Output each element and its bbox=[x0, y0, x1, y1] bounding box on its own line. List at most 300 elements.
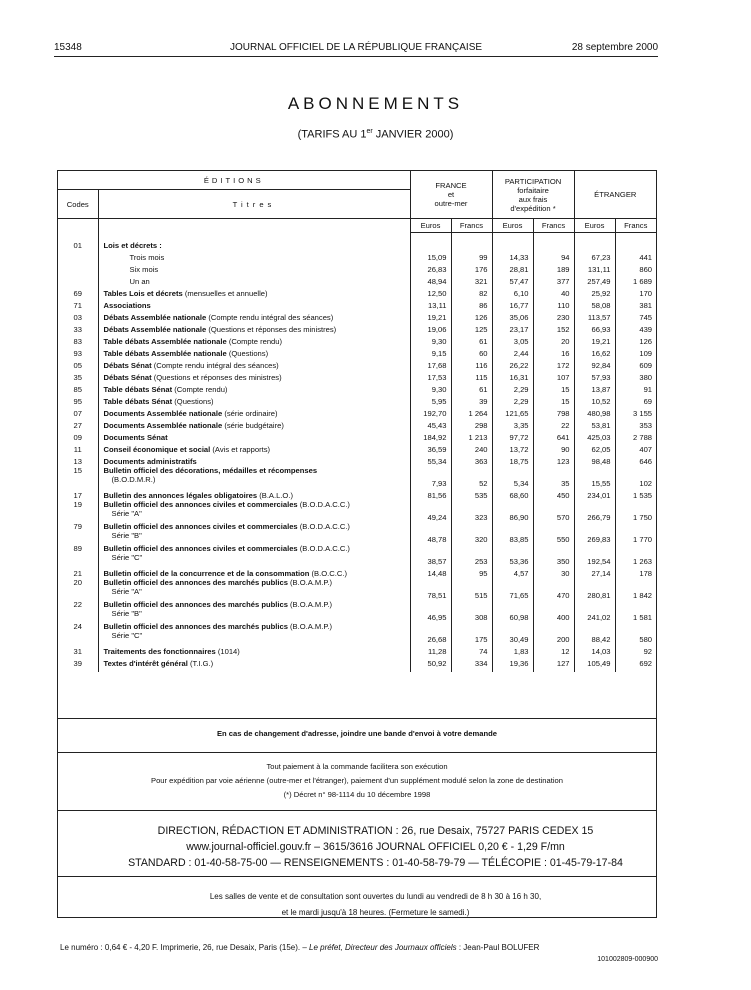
row-value: 5,95 bbox=[410, 394, 451, 406]
table-row bbox=[58, 488, 656, 500]
row-value: 121,65 bbox=[492, 406, 533, 418]
row-title bbox=[98, 430, 410, 442]
table-row bbox=[58, 238, 656, 250]
filler-cell bbox=[574, 668, 615, 672]
row-value: 26,83 bbox=[410, 262, 451, 274]
row-value: 323 bbox=[451, 500, 492, 522]
row-value: 126 bbox=[615, 334, 656, 346]
row-title-line bbox=[104, 385, 410, 394]
row-code: 03 bbox=[73, 312, 82, 322]
row-title-rest: (Questions) bbox=[226, 348, 269, 358]
row-title-bold: Débats Assemblée nationale bbox=[103, 312, 207, 322]
row-value: 241,02 bbox=[574, 600, 615, 622]
row-value: 105,49 bbox=[574, 656, 615, 668]
row-value: 110 bbox=[533, 298, 574, 310]
row-value: 91 bbox=[615, 382, 656, 394]
table-row bbox=[58, 622, 656, 644]
row-title-bold: Documents Assemblée nationale bbox=[103, 420, 223, 430]
row-title bbox=[98, 406, 410, 418]
participation-line: PARTICIPATION bbox=[504, 176, 562, 186]
row-title-line2: Série "C" bbox=[111, 630, 143, 640]
payment-notice: Tout paiement à la commande facilitera son exécution bbox=[266, 762, 448, 771]
row-value: 26,68 bbox=[410, 622, 451, 644]
row-value: 30,49 bbox=[492, 622, 533, 644]
row-value: 102 bbox=[615, 466, 656, 488]
row-value: 646 bbox=[615, 454, 656, 466]
row-code: 19 bbox=[73, 499, 82, 509]
row-value: 692 bbox=[615, 656, 656, 668]
row-code: 09 bbox=[73, 432, 82, 442]
row-value: 450 bbox=[533, 488, 574, 500]
row-title-rest: (B.O.A.M.P.) bbox=[287, 599, 333, 609]
direction-address: DIRECTION, RÉDACTION ET ADMINISTRATION : 26, rue Desaix, 75727 PARIS CEDEX 15 bbox=[157, 825, 594, 837]
currency-header: Francs bbox=[615, 219, 656, 233]
row-value: 1 750 bbox=[615, 500, 656, 522]
row-value: 18,75 bbox=[492, 454, 533, 466]
row-value: 16,77 bbox=[492, 298, 533, 310]
row-value: 86 bbox=[451, 298, 492, 310]
salles-rule bbox=[58, 876, 656, 877]
table-row bbox=[58, 298, 656, 310]
table-row bbox=[58, 262, 656, 274]
row-title bbox=[98, 644, 410, 656]
row-value: 425,03 bbox=[574, 430, 615, 442]
row-value: 74 bbox=[451, 644, 492, 656]
row-title bbox=[98, 500, 410, 522]
row-value: 83,85 bbox=[492, 522, 533, 544]
row-value: 26,22 bbox=[492, 358, 533, 370]
row-code: 27 bbox=[73, 420, 82, 430]
row-value: 1 770 bbox=[615, 522, 656, 544]
row-title-bold: Débats Sénat bbox=[103, 372, 152, 382]
currency-header: Euros bbox=[410, 219, 451, 233]
table-row bbox=[58, 358, 656, 370]
row-value: 535 bbox=[451, 488, 492, 500]
row-code: 35 bbox=[73, 372, 82, 382]
row-value: 381 bbox=[615, 298, 656, 310]
row-value: 350 bbox=[533, 544, 574, 566]
row-value: 14,33 bbox=[492, 250, 533, 262]
table-row bbox=[58, 442, 656, 454]
row-value: 52 bbox=[451, 466, 492, 488]
row-value: 609 bbox=[615, 358, 656, 370]
row-code: 07 bbox=[73, 408, 82, 418]
row-value: 17,53 bbox=[410, 370, 451, 382]
row-value bbox=[533, 238, 574, 250]
change-address-notice: En cas de changement d'adresse, joindre une bande d'envoi à votre demande bbox=[216, 729, 498, 738]
row-value: 19,06 bbox=[410, 322, 451, 334]
table-row bbox=[58, 466, 656, 488]
row-value: 3,35 bbox=[492, 418, 533, 430]
row-value: 2 788 bbox=[615, 430, 656, 442]
row-value: 439 bbox=[615, 322, 656, 334]
row-value: 192,54 bbox=[574, 544, 615, 566]
row-value: 131,11 bbox=[574, 262, 615, 274]
row-value: 14,48 bbox=[410, 566, 451, 578]
row-code: 24 bbox=[73, 621, 82, 631]
row-value: 1,83 bbox=[492, 644, 533, 656]
row-code: 69 bbox=[73, 288, 82, 298]
row-value: 36,59 bbox=[410, 442, 451, 454]
france-line: et bbox=[447, 190, 455, 199]
subtitle-post: JANVIER 2000) bbox=[372, 128, 454, 141]
codes-header: Codes bbox=[58, 190, 98, 219]
footer-director-title: Le préfet, Directeur des Journaux officiels bbox=[309, 943, 457, 952]
row-value: 1 264 bbox=[451, 406, 492, 418]
row-title-bold: Table débats Assemblée nationale bbox=[103, 336, 227, 346]
row-value: 400 bbox=[533, 600, 574, 622]
row-title bbox=[98, 442, 410, 454]
direction-web: www.journal-officiel.gouv.fr – 3615/3616 JOURNAL OFFICIEL 0,20 € - 1,29 F/mn bbox=[186, 841, 565, 853]
filler-cell bbox=[410, 668, 451, 672]
row-value: 67,23 bbox=[574, 250, 615, 262]
page-number: 15348 bbox=[54, 42, 82, 53]
row-value: 152 bbox=[533, 322, 574, 334]
row-value: 515 bbox=[451, 578, 492, 600]
row-title-rest: (série budgétaire) bbox=[222, 420, 284, 430]
row-title-rest: (B.O.D.A.C.C.) bbox=[297, 499, 350, 509]
row-title-rest: (1014) bbox=[215, 646, 240, 656]
row-value: 798 bbox=[533, 406, 574, 418]
direction-rule bbox=[58, 810, 656, 811]
row-title bbox=[98, 454, 410, 466]
row-value: 92 bbox=[615, 644, 656, 656]
row-title bbox=[98, 522, 410, 544]
page-subtitle bbox=[0, 128, 751, 141]
row-value: 82 bbox=[451, 286, 492, 298]
row-value: 12,50 bbox=[410, 286, 451, 298]
currency-header: Francs bbox=[451, 219, 492, 233]
row-value: 280,81 bbox=[574, 578, 615, 600]
row-title-bold: Bulletin des annonces légales obligatoires bbox=[103, 490, 258, 500]
row-title-bold: Table débats Sénat bbox=[103, 396, 173, 406]
row-code: 31 bbox=[73, 646, 82, 656]
row-title-bold: Lois et décrets : bbox=[103, 240, 162, 250]
row-title-bold: Associations bbox=[103, 300, 151, 310]
row-value: 377 bbox=[533, 274, 574, 286]
row-value: 9,30 bbox=[410, 382, 451, 394]
row-title-line bbox=[104, 373, 410, 382]
row-title-bold: Débats Assemblée nationale bbox=[103, 324, 207, 334]
row-value bbox=[615, 238, 656, 250]
row-value: 16,31 bbox=[492, 370, 533, 382]
tariff-box bbox=[57, 170, 657, 918]
row-value: 35 bbox=[533, 466, 574, 488]
direction-block bbox=[0, 823, 751, 871]
row-code: 21 bbox=[73, 568, 82, 578]
row-value: 192,70 bbox=[410, 406, 451, 418]
row-title-bold: Débats Sénat bbox=[103, 360, 152, 370]
tariff-table bbox=[58, 171, 656, 672]
row-title-bold: Bulletin officiel des annonces des marchés publics bbox=[103, 621, 288, 631]
row-value: 240 bbox=[451, 442, 492, 454]
row-value: 3,05 bbox=[492, 334, 533, 346]
row-value: 230 bbox=[533, 310, 574, 322]
row-value: 28,81 bbox=[492, 262, 533, 274]
row-value: 170 bbox=[615, 286, 656, 298]
participation-line: aux frais bbox=[518, 194, 548, 204]
table-row bbox=[58, 406, 656, 418]
row-value: 641 bbox=[533, 430, 574, 442]
row-value: 95 bbox=[451, 566, 492, 578]
table-row bbox=[58, 334, 656, 346]
row-value: 86,90 bbox=[492, 500, 533, 522]
direction-phones: STANDARD : 01-40-58-75-00 — RENSEIGNEMENTS : 01-40-58-79-79 — TÉLÉCOPIE : 01-45-79-17-84 bbox=[128, 857, 623, 869]
row-value: 125 bbox=[451, 322, 492, 334]
table-row bbox=[58, 382, 656, 394]
row-title-line bbox=[104, 647, 410, 656]
row-title-rest: (B.O.A.M.P.) bbox=[287, 621, 333, 631]
row-value: 126 bbox=[451, 310, 492, 322]
row-title-line2: Série "C" bbox=[111, 552, 143, 562]
row-value: 2,44 bbox=[492, 346, 533, 358]
row-value: 55,34 bbox=[410, 454, 451, 466]
editions-header: ÉDITIONS bbox=[203, 175, 264, 185]
table-row bbox=[58, 310, 656, 322]
row-code: 33 bbox=[73, 324, 82, 334]
row-title-rest: (Questions et réponses des ministres) bbox=[206, 324, 337, 334]
row-title-line bbox=[104, 325, 410, 334]
row-title bbox=[98, 262, 410, 274]
row-value: 92,84 bbox=[574, 358, 615, 370]
row-title-rest: (T.I.G.) bbox=[187, 658, 214, 668]
salles-block bbox=[0, 889, 751, 921]
row-value: 380 bbox=[615, 370, 656, 382]
row-title bbox=[98, 322, 410, 334]
row-value: 1 842 bbox=[615, 578, 656, 600]
footer-code: 101002809-000900 bbox=[597, 956, 658, 963]
row-value: 113,57 bbox=[574, 310, 615, 322]
row-value: 16,62 bbox=[574, 346, 615, 358]
row-value: 39 bbox=[451, 394, 492, 406]
row-code: 15 bbox=[73, 465, 82, 475]
row-value: 266,79 bbox=[574, 500, 615, 522]
row-value: 19,21 bbox=[574, 334, 615, 346]
row-code: 95 bbox=[73, 396, 82, 406]
row-value: 49,24 bbox=[410, 500, 451, 522]
row-title bbox=[98, 250, 410, 262]
row-title-bold: Bulletin officiel des annonces civiles et commerciales bbox=[103, 521, 298, 531]
row-title-line bbox=[104, 445, 410, 454]
row-title bbox=[98, 544, 410, 566]
subtitle-sup: er bbox=[366, 128, 373, 135]
table-row bbox=[58, 600, 656, 622]
row-code: 39 bbox=[73, 658, 82, 668]
notice-rule bbox=[58, 752, 656, 753]
row-code: 89 bbox=[73, 543, 82, 553]
salles-hours: Les salles de vente et de consultation sont ouvertes du lundi au vendredi de 8 h 30 à 16 h 30, bbox=[209, 892, 542, 901]
row-code: 17 bbox=[73, 490, 82, 500]
row-code: 85 bbox=[73, 384, 82, 394]
row-value: 53,81 bbox=[574, 418, 615, 430]
row-title bbox=[98, 622, 410, 644]
row-code bbox=[58, 274, 98, 286]
row-value: 5,34 bbox=[492, 466, 533, 488]
table-filler-row bbox=[58, 668, 656, 672]
row-value: 15,09 bbox=[410, 250, 451, 262]
row-title-line bbox=[104, 289, 410, 298]
row-value: 71,65 bbox=[492, 578, 533, 600]
row-title-line bbox=[104, 349, 410, 358]
row-value: 189 bbox=[533, 262, 574, 274]
table-row bbox=[58, 644, 656, 656]
row-value: 116 bbox=[451, 358, 492, 370]
row-title-rest: (Compte rendu) bbox=[172, 384, 228, 394]
france-line: outre-mer bbox=[434, 199, 468, 208]
row-title-rest: (mensuelles et annuelle) bbox=[182, 288, 268, 298]
row-title bbox=[98, 488, 410, 500]
footer-director-name: : Jean-Paul BOLUFER bbox=[456, 943, 540, 952]
filler-cell bbox=[492, 668, 533, 672]
filler-cell bbox=[615, 668, 656, 672]
row-value: 22 bbox=[533, 418, 574, 430]
row-value: 1 263 bbox=[615, 544, 656, 566]
row-value: 15,55 bbox=[574, 466, 615, 488]
row-value: 17,68 bbox=[410, 358, 451, 370]
row-value: 308 bbox=[451, 600, 492, 622]
table-row bbox=[58, 250, 656, 262]
row-title-bold: Conseil économique et social bbox=[103, 444, 211, 454]
row-title-line bbox=[104, 544, 410, 553]
row-code: 13 bbox=[73, 456, 82, 466]
tariff-rows bbox=[58, 233, 656, 672]
row-value: 1 689 bbox=[615, 274, 656, 286]
row-title-line bbox=[104, 569, 410, 578]
table-row bbox=[58, 394, 656, 406]
row-value: 127 bbox=[533, 656, 574, 668]
table-row bbox=[58, 286, 656, 298]
row-title-line2: (B.O.D.M.R.) bbox=[111, 474, 156, 484]
row-value: 123 bbox=[533, 454, 574, 466]
row-title bbox=[98, 274, 410, 286]
etranger-header: ÉTRANGER bbox=[574, 171, 656, 219]
issue-date: 28 septembre 2000 bbox=[571, 42, 658, 53]
row-value: 9,30 bbox=[410, 334, 451, 346]
row-title-line2: Série "A" bbox=[111, 508, 142, 518]
table-bottom-rule bbox=[58, 718, 656, 719]
row-value: 257,49 bbox=[574, 274, 615, 286]
table-row bbox=[58, 418, 656, 430]
row-value: 27,14 bbox=[574, 566, 615, 578]
row-value: 570 bbox=[533, 500, 574, 522]
row-value: 480,98 bbox=[574, 406, 615, 418]
row-title-bold: Table débats Assemblée nationale bbox=[103, 348, 227, 358]
row-value bbox=[451, 238, 492, 250]
row-value: 1 581 bbox=[615, 600, 656, 622]
table-row bbox=[58, 656, 656, 668]
row-title-rest: Un an bbox=[129, 276, 150, 286]
page-footer bbox=[60, 943, 658, 952]
table-row bbox=[58, 322, 656, 334]
row-value bbox=[410, 238, 451, 250]
row-title bbox=[98, 358, 410, 370]
row-title-line2: Série "A" bbox=[111, 586, 142, 596]
row-value: 48,78 bbox=[410, 522, 451, 544]
row-title-bold: Textes d'intérêt général bbox=[103, 658, 188, 668]
row-value: 38,57 bbox=[410, 544, 451, 566]
row-title-line bbox=[104, 491, 410, 500]
row-value: 109 bbox=[615, 346, 656, 358]
france-line: FRANCE bbox=[435, 181, 467, 190]
row-value: 860 bbox=[615, 262, 656, 274]
row-value: 320 bbox=[451, 522, 492, 544]
row-title-rest: Six mois bbox=[129, 264, 159, 274]
row-value: 58,08 bbox=[574, 298, 615, 310]
row-value: 253 bbox=[451, 544, 492, 566]
row-value: 550 bbox=[533, 522, 574, 544]
row-title-line bbox=[104, 265, 410, 274]
row-title-line bbox=[104, 337, 410, 346]
row-value: 16 bbox=[533, 346, 574, 358]
row-value: 234,01 bbox=[574, 488, 615, 500]
row-code: 11 bbox=[73, 444, 82, 454]
row-title-line bbox=[104, 466, 410, 475]
row-value: 15 bbox=[533, 382, 574, 394]
row-title bbox=[98, 238, 410, 250]
row-title-rest: (Compte rendu intégral des séances) bbox=[206, 312, 334, 322]
france-header bbox=[410, 171, 492, 219]
currency-header: Euros bbox=[492, 219, 533, 233]
page-title: ABONNEMENTS bbox=[287, 94, 464, 113]
row-value: 61 bbox=[451, 334, 492, 346]
row-value: 13,11 bbox=[410, 298, 451, 310]
journal-title: JOURNAL OFFICIEL DE LA RÉPUBLIQUE FRANÇAISE bbox=[229, 42, 483, 53]
row-value: 15 bbox=[533, 394, 574, 406]
row-title-line2: Série "B" bbox=[111, 608, 142, 618]
row-title-line bbox=[104, 361, 410, 370]
row-title-line bbox=[104, 241, 410, 250]
table-row bbox=[58, 454, 656, 466]
row-title-bold: Tables Lois et décrets bbox=[103, 288, 183, 298]
row-title bbox=[98, 286, 410, 298]
row-value: 61 bbox=[451, 382, 492, 394]
table-row bbox=[58, 346, 656, 358]
row-title-line bbox=[104, 578, 410, 587]
row-title-line bbox=[104, 421, 410, 430]
row-value: 81,56 bbox=[410, 488, 451, 500]
row-value: 175 bbox=[451, 622, 492, 644]
row-value: 11,28 bbox=[410, 644, 451, 656]
row-value: 178 bbox=[615, 566, 656, 578]
row-title-line bbox=[104, 500, 410, 509]
row-title-line bbox=[104, 253, 410, 262]
row-value: 69 bbox=[615, 394, 656, 406]
row-title-line bbox=[104, 313, 410, 322]
row-value: 14,03 bbox=[574, 644, 615, 656]
row-title-rest: (Questions et réponses des ministres) bbox=[151, 372, 282, 382]
row-value: 19,21 bbox=[410, 310, 451, 322]
row-value: 48,94 bbox=[410, 274, 451, 286]
row-value: 172 bbox=[533, 358, 574, 370]
salles-tuesday: et le mardi jusqu'à 18 heures. (Fermeture le samedi.) bbox=[281, 908, 470, 917]
row-value: 60 bbox=[451, 346, 492, 358]
row-value bbox=[492, 238, 533, 250]
row-value: 353 bbox=[615, 418, 656, 430]
row-title-bold: Documents Assemblée nationale bbox=[103, 408, 223, 418]
filler-cell bbox=[58, 668, 98, 672]
row-title bbox=[98, 346, 410, 358]
row-value: 45,43 bbox=[410, 418, 451, 430]
row-value: 57,93 bbox=[574, 370, 615, 382]
row-code: 22 bbox=[73, 599, 82, 609]
row-value: 1 535 bbox=[615, 488, 656, 500]
row-title-line bbox=[104, 659, 410, 668]
row-value: 97,72 bbox=[492, 430, 533, 442]
participation-line: forfaitaire bbox=[517, 185, 549, 195]
row-title-rest: (série ordinaire) bbox=[222, 408, 278, 418]
row-value: 470 bbox=[533, 578, 574, 600]
row-value: 7,93 bbox=[410, 466, 451, 488]
